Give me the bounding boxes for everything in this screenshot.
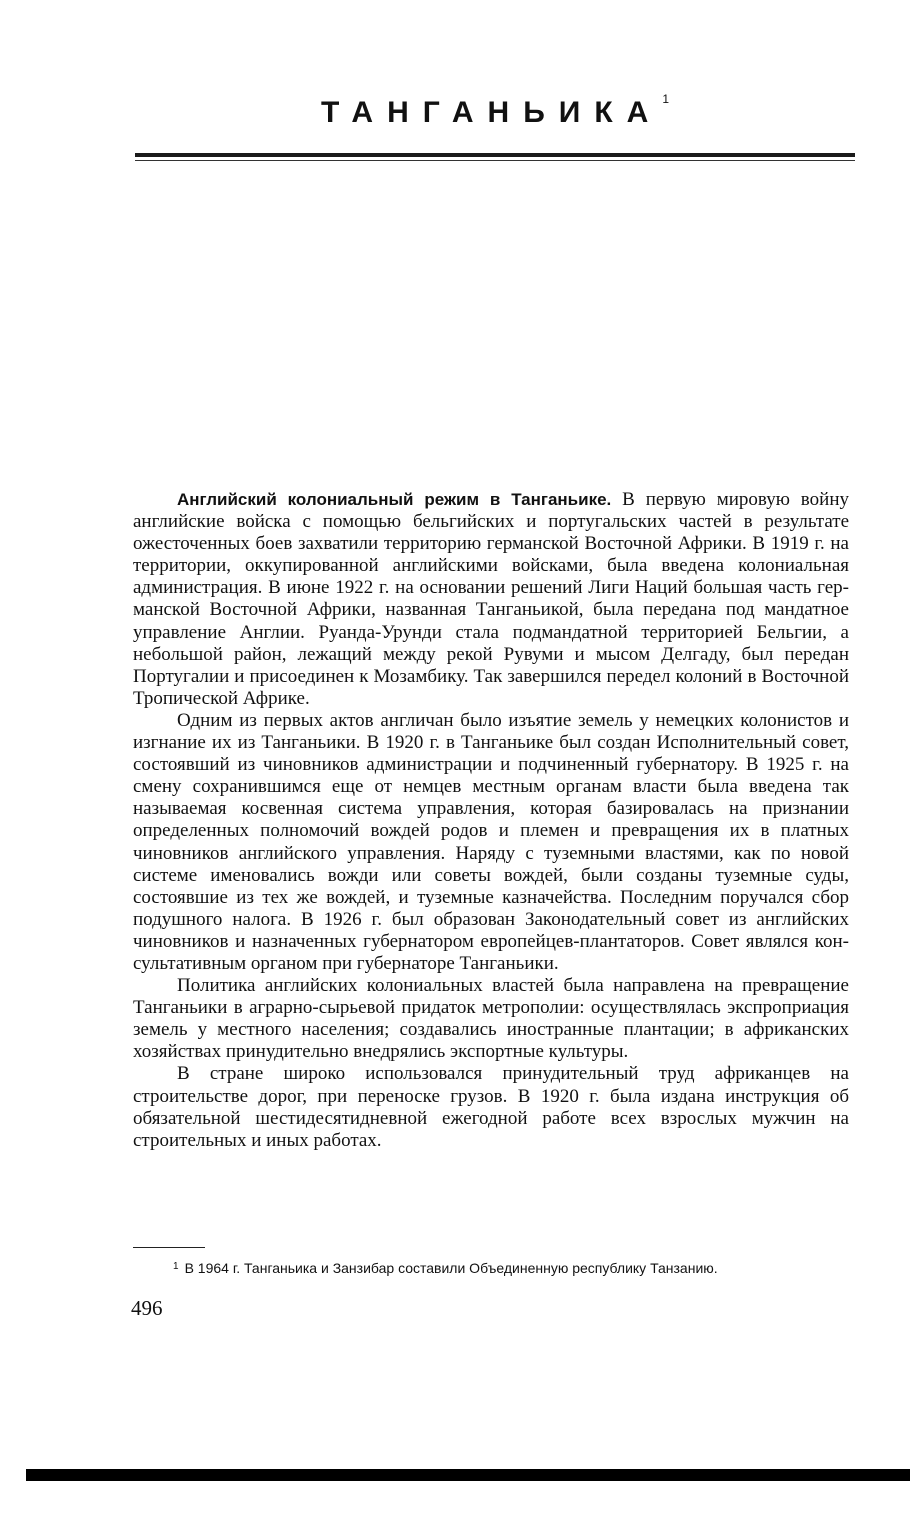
chapter-title <box>135 92 855 130</box>
paragraph-2: Одним из первых актов англичан было изъятие земель у немецких колонистов и изгнание их из Танганьики. В 1920 г. в Танганьике был создан Исполнительный совет, состоявший из чиновников администрации и подчиненный губернатору. В 1925 г. на смену сохранившимся еще от немцев местным органам власти была введена так называемая косвенная система управления, которая базировалась на признании определенных полномочий вождей родов и племен и превращения их в платных чиновников английского управления. Наряду с туземными властями, как по новой системе именовались вожди или советы вождей, были созданы туземные суды, состоявшие из тех же вождей, и туземные казначейства. Последним поручался сбор подушного налога. В 1926 г. был образован Законодательный совет из английских чиновников и назначенных губернатором европейцев-плантаторов. Совет являлся консультативным органом при губернаторе Танганьики. <box>133 709 849 974</box>
section-lead-heading: Английский колониальный режим в Танганьике. <box>177 490 612 509</box>
paragraph-1 <box>133 489 849 710</box>
body-text <box>133 489 849 1152</box>
paragraph-4: В стране широко использовался принудительный труд африканцев на строительстве дорог, при переноске грузов. В 1920 г. была издана инструкция об обязательной шестидесятидневной ежегодной работе всех взрослых мужчин на строительных и иных работах. <box>133 1063 849 1151</box>
footnote-mark: 1 <box>173 1261 179 1272</box>
scan-edge-bar <box>26 1469 910 1481</box>
footnote <box>173 1259 853 1280</box>
footnote-separator <box>133 1247 205 1248</box>
header-rule-thick <box>135 153 855 157</box>
header-rule-thin <box>135 160 855 161</box>
paragraph-3: Политика английских колониальных властей была направлена на превращение Танганьики в аграрно-сырьевой придаток метрополии: осуществлялась экспроприация земель у местного населения; создавались иностранные плантации; в африканских хозяйствах принудительно внедрялись экспортные культуры. <box>133 975 849 1063</box>
paragraph-1-text: В первую мировую войну английские войска с помощью бельгийских и португальских частей в результате ожесточенных боев захватили территорию германской Восточной Африки. В 1919 г. на территории, оккупированной английскими войсками, была введена колониальная администрация. В июне 1922 г. на основании решений Лиги Наций большая часть германской Восточной Африки, названная Танганьикой, была передана под мандатное управление Англии. Руанда-Урунди стала подмандатной территорией Бельгии, а небольшой район, лежащий между рекой Рувуми и мысом Делгаду, был передан Португалии и присоединен к Мозамбику. Так завершился передел колоний в Восточной Тропической Африке. <box>133 489 849 709</box>
footnote-text: В 1964 г. Танганьика и Занзибар составили Объединенную республику Танзанию. <box>184 1260 718 1276</box>
title-footnote-ref: 1 <box>662 92 669 106</box>
page-number: 496 <box>131 1296 163 1320</box>
chapter-title-text: ТАНГАНЬИКА <box>320 96 663 129</box>
